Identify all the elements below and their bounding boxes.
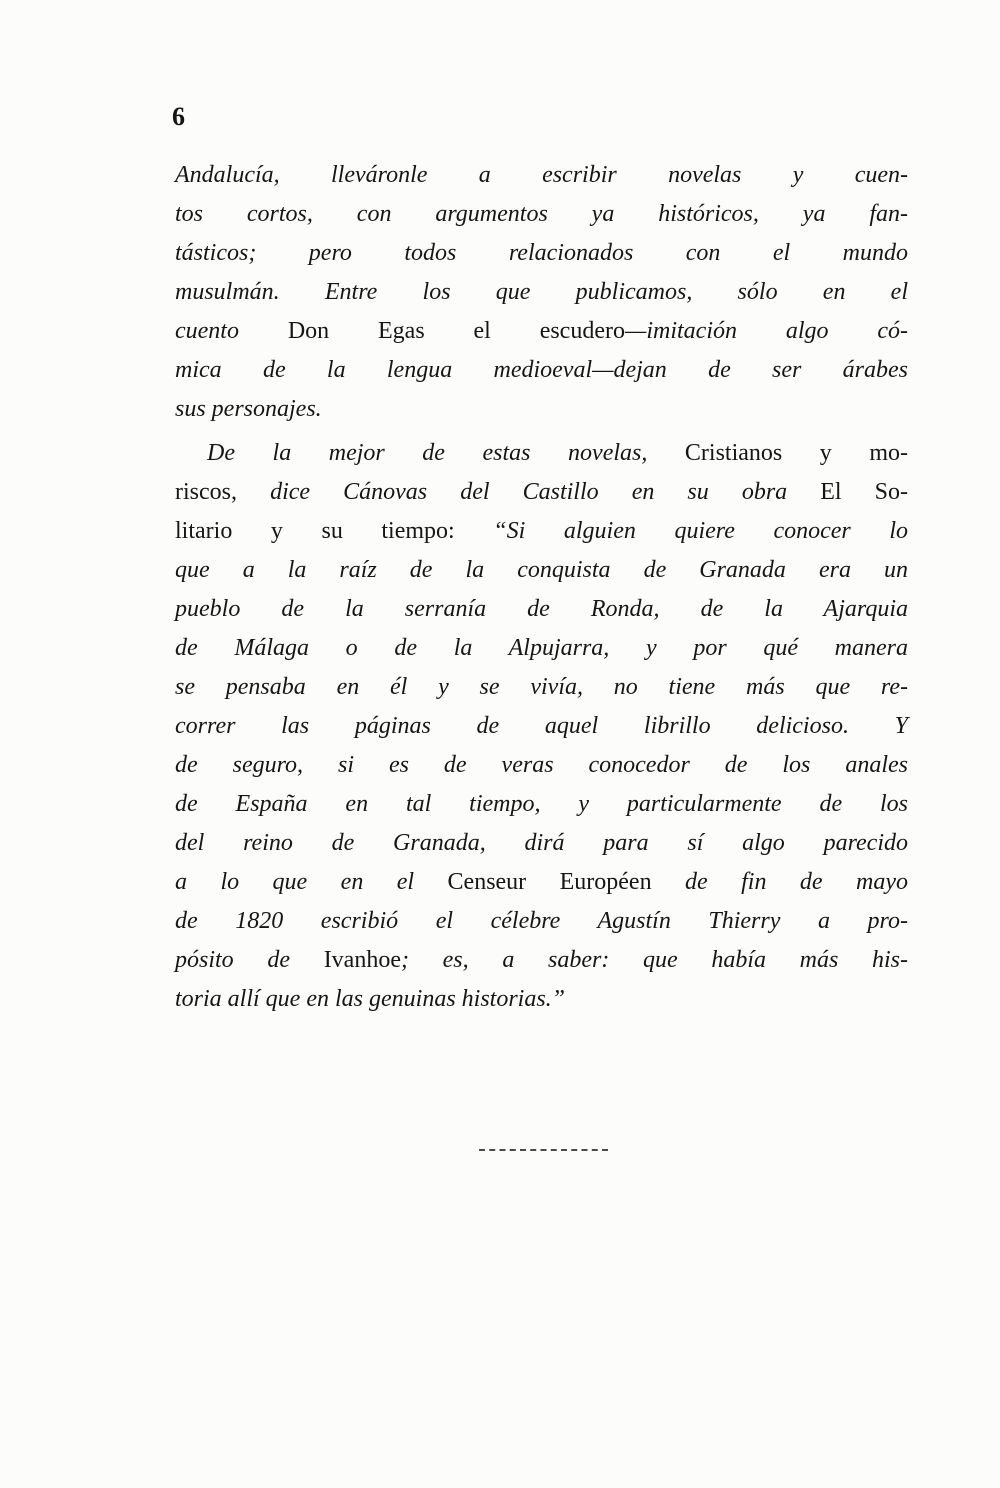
text-line: [175, 629, 908, 668]
text-line: [175, 785, 908, 824]
text-line: [175, 351, 908, 390]
text-segment: riscos,: [175, 479, 271, 505]
text-line: [175, 590, 908, 629]
text-segment: “Si alguien quiere conocer lo: [493, 518, 908, 544]
text-line: [175, 707, 908, 746]
text-segment: del reino de Granada, dirá para sí algo parecido: [175, 830, 908, 856]
paragraph: [175, 156, 908, 429]
text-line: [175, 746, 908, 785]
paragraph: [175, 434, 908, 1019]
text-line: [175, 863, 908, 902]
text-segment: —imitación algo có-: [624, 318, 908, 344]
text-segment: Don Egas el escudero: [287, 318, 625, 344]
text-segment: tásticos; pero todos relacionados con el mundo: [175, 240, 908, 266]
text-segment: se pensaba en él y se vivía, no tiene más que re-: [175, 674, 908, 700]
text-segment: Censeur Européen: [447, 869, 652, 895]
text-segment: musulmán. Entre los que publicamos, sólo en el: [175, 279, 908, 305]
text-line: [175, 902, 908, 941]
text-segment: Andalucía, lleváronle a escribir novelas y cuen-: [175, 162, 908, 188]
text-segment: pueblo de la serranía de Ronda, de la Ajarquia: [175, 596, 908, 622]
text-segment: dice Cánovas del Castillo en su obra: [270, 479, 821, 505]
text-line: [175, 980, 908, 1019]
text-segment: cuento: [175, 318, 288, 344]
text-line: [175, 551, 908, 590]
text-line: [175, 824, 908, 863]
text-segment: Ivanhoe: [323, 947, 401, 973]
text-line: [175, 390, 908, 429]
section-divider-dashed-rule: [479, 1149, 608, 1151]
text-line: [175, 473, 908, 512]
page-number: 6: [172, 102, 185, 131]
text-line: [175, 273, 908, 312]
text-segment: de fin de mayo: [651, 869, 909, 895]
text-segment: que a la raíz de la conquista de Granada era un: [175, 557, 908, 583]
text-segment: sus personajes.: [175, 396, 322, 422]
text-segment: litario y su tiempo:: [175, 518, 494, 544]
text-segment: de 1820 escribió el célebre Agustín Thierry a pro-: [175, 908, 908, 934]
text-line: [175, 234, 908, 273]
text-block: [175, 156, 908, 1024]
text-line: [175, 941, 908, 980]
text-segment: Cristianos y mo-: [684, 440, 908, 466]
text-segment: pósito de: [175, 947, 324, 973]
text-line: [175, 156, 908, 195]
text-segment: de seguro, si es de veras conocedor de los anales: [175, 752, 908, 778]
text-segment: ; es, a saber: que había más his-: [400, 947, 909, 973]
text-line: [175, 195, 908, 234]
text-segment: de España en tal tiempo, y particularmente de los: [175, 791, 908, 817]
text-line: [175, 668, 908, 707]
text-segment: tos cortos, con argumentos ya históricos, ya fan-: [175, 201, 908, 227]
text-segment: correr las páginas de aquel librillo delicioso. Y: [175, 713, 908, 739]
text-segment: a lo que en el: [175, 869, 448, 895]
text-line: [175, 512, 908, 551]
text-segment: De la mejor de estas novelas,: [207, 440, 685, 466]
text-segment: toria allí que en las genuinas historias.”: [175, 986, 566, 1012]
text-line: [175, 312, 908, 351]
text-segment: El So-: [820, 479, 908, 505]
text-segment: de Málaga o de la Alpujarra, y por qué manera: [175, 635, 908, 661]
text-line: [175, 434, 908, 473]
text-segment: mica de la lengua medioeval—dejan de ser árabes: [175, 357, 908, 383]
